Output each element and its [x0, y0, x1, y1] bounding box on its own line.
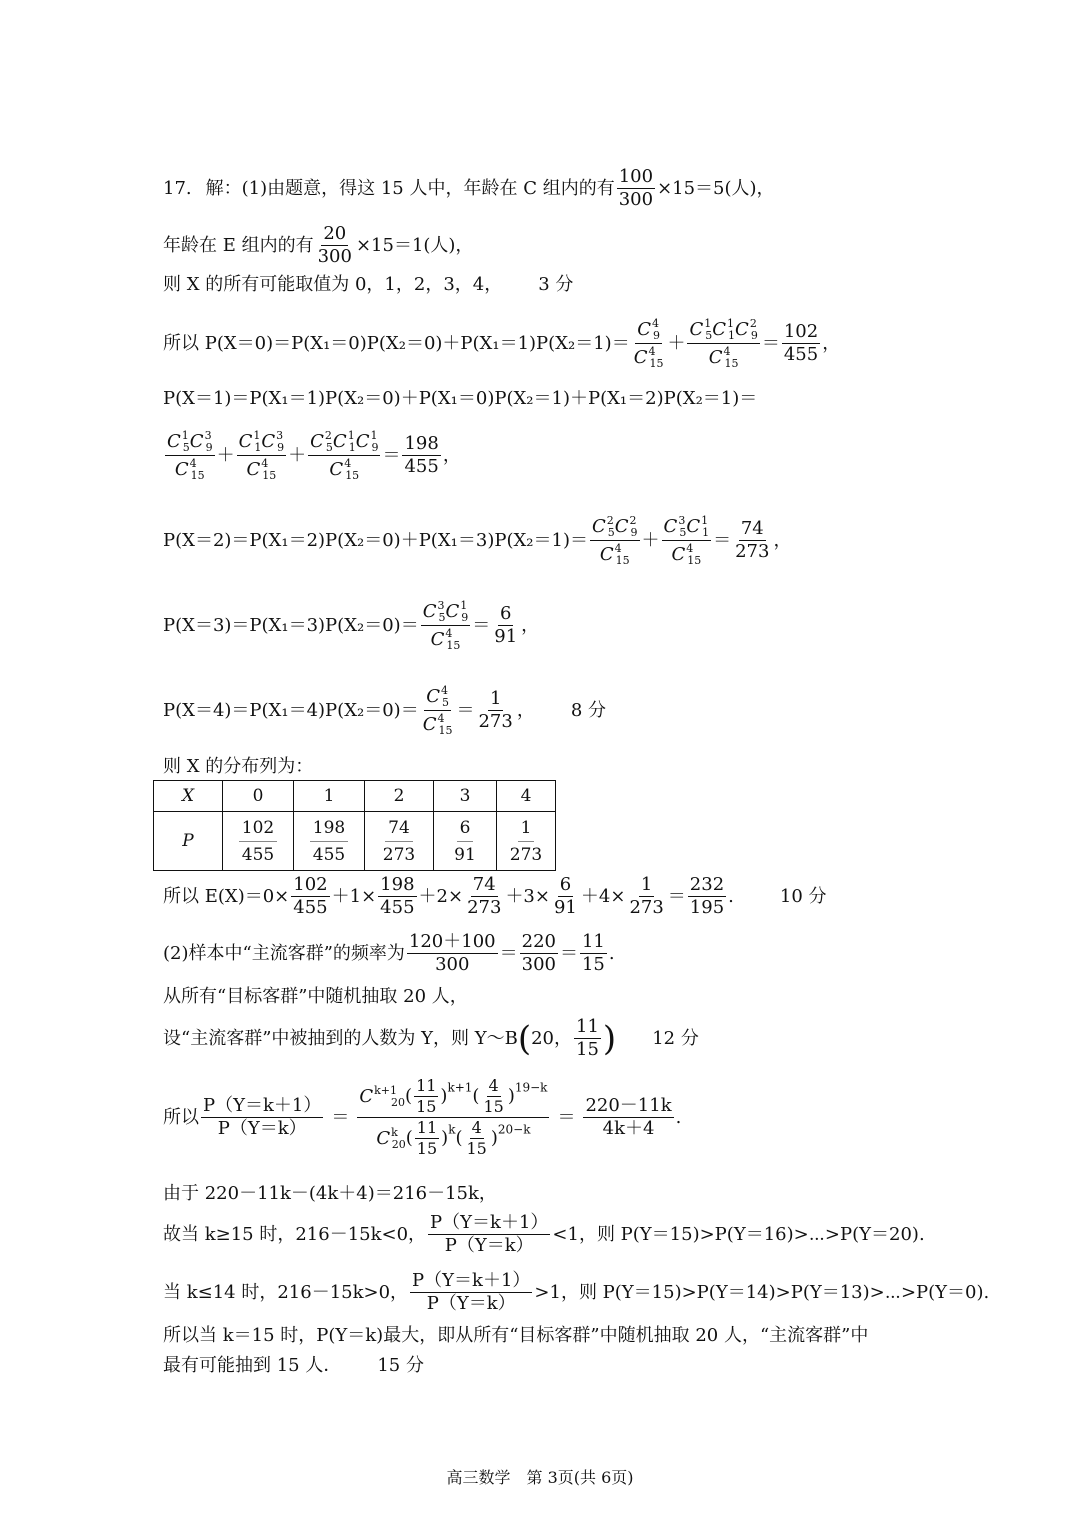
- table-header-p: P: [154, 812, 223, 871]
- line-case-2: 当 k≤14 时，216－15k>0， $\frac{P(Y=k+1)}{P(Y=k)}$ >1，则 P(Y＝15)>P(Y＝14)>P(Y＝13)>⋯>P(Y＝0).: [163, 1270, 990, 1314]
- score-15: 15 分: [377, 1355, 424, 1376]
- line-p1-result: $\frac{C^1_5C^3_9}{C^4_{15}}$ ＋ $\frac{C^1_1C^3_9}{C^4_{15}}$ ＋ $\frac{C^2_5C^1_1C^1_9}{C^4_{15}}$ ＝ $\frac{198}{455}$ ，: [167, 429, 461, 482]
- line-p2: P(X＝2)＝P(X₁＝2)P(X₂＝0)＋P(X₁＝3)P(X₂＝1)＝ $\frac{C^2_5C^2_9}{C^4_{15}}$ ＋ $\frac{C^3_5C^1_1}{C^4_{15}}$ ＝ $\frac{74}{273}$ ，: [163, 514, 792, 567]
- line-p3: P(X＝3)＝P(X₁＝3)P(X₂＝0)＝ $\frac{C^3_5C^1_9}{C^4_{15}}$ ＝ $\frac{6}{91}$ ，: [163, 599, 540, 652]
- line-frequency: (2)样本中“主流客群”的频率为 $\frac{120+100}{300}$ ＝ $\frac{220}{300}$ ＝ $\frac{11}{15}$ .: [163, 931, 615, 975]
- fraction-c: $\frac{100}{300}$: [618, 166, 654, 210]
- score-10: 10 分: [779, 885, 827, 907]
- page-footer: 高三数学 第 3页(共 6页): [446, 1468, 634, 1487]
- ratio-result: $\frac{220-11k}{4k+4}$: [585, 1095, 672, 1139]
- frequency-result: $\frac{11}{15}$: [581, 931, 605, 975]
- line-expectation: 所以 E(X)＝0× $\frac{102}{455}$ ＋1× $\frac{198}{455}$ ＋2× $\frac{74}{273}$ ＋3× $\frac{6}{91}$ ＋4× $\frac{1}{273}$ ＝ $\frac{232}{195}$ . 10 分: [163, 874, 827, 918]
- p2-result: $\frac{74}{273}$: [735, 518, 770, 562]
- line-case-1: 故当 k≥15 时，216－15k<0， $\frac{P(Y=k+1)}{P(Y=k)}$ <1，则 P(Y＝15)>P(Y＝16)>⋯>P(Y＝20).: [163, 1212, 925, 1256]
- line-conclusion-1: 所以当 k＝15 时，P(Y＝k)最大，即从所有“目标客群”中随机抽取 20 人，“主流客群”中: [163, 1325, 869, 1346]
- problem-number: 17.: [163, 177, 192, 199]
- line-e-group: 年龄在 E 组内的有 $\frac{20}{300}$ ×15＝1(人)，: [163, 223, 474, 267]
- p3-result: $\frac{6}{91}$: [494, 603, 518, 647]
- table-header-x: X: [154, 781, 223, 812]
- table-row-p: P $\frac{102}{455}$ $\frac{198}{455}$ $\frac{74}{273}$ $\frac{6}{91}$ $\frac{1}{273}$: [154, 812, 556, 871]
- score-12: 12 分: [652, 1027, 699, 1049]
- table-row-x: X 0 1 2 3 4: [154, 781, 556, 812]
- line-p0: 所以 P(X＝0)＝P(X₁＝0)P(X₂＝0)＋P(X₁＝1)P(X₂＝1)＝ $\frac{C^4_9}{C^4_{15}}$ ＋ $\frac{C^1_5C^1_1C^2_9}{C^4_{15}}$ ＝ $\frac{102}{455}$ ，: [163, 317, 841, 370]
- line-p1: P(X＝1)＝P(X₁＝1)P(X₂＝0)＋P(X₁＝0)P(X₂＝1)＋P(X₁＝2)P(X₂＝1)＝: [163, 388, 758, 409]
- p4-result: $\frac{1}{273}$: [478, 688, 513, 732]
- line-binomial: 设“主流客群”中被抽到的人数为 Y，则 Y～B ( 20， $\frac{11}{15}$ ) 12 分: [163, 1016, 699, 1060]
- line-sample-20: 从所有“目标客群”中随机抽取 20 人，: [163, 986, 468, 1007]
- fraction-e: $\frac{20}{300}$: [317, 223, 352, 267]
- p1-result: $\frac{198}{455}$: [404, 433, 439, 477]
- line-c-group: 17. 解：(1)由题意，得这 15 人中，年龄在 C 组内的有 $\frac{100}{300}$ ×15＝5(人)，: [163, 166, 775, 210]
- p0-result: $\frac{102}{455}$: [783, 321, 819, 365]
- line-dist-intro: 则 X 的分布列为：: [163, 756, 314, 777]
- expectation-result: $\frac{232}{195}$: [689, 874, 725, 918]
- score-3: 3 分: [538, 274, 574, 295]
- score-8: 8 分: [570, 699, 607, 721]
- line-conclusion-2: 最有可能抽到 15 人． 15 分: [163, 1355, 424, 1376]
- distribution-table: [153, 780, 556, 871]
- line-possible-values: 则 X 的所有可能取值为 0，1，2，3，4， 3 分: [163, 274, 574, 295]
- line-since: 由于 220－11k－(4k＋4)＝216－15k，: [163, 1183, 497, 1204]
- line-p4: P(X＝4)＝P(X₁＝4)P(X₂＝0)＝ $\frac{C^4_5}{C^4_{15}}$ ＝ $\frac{1}{273}$ ， 8 分: [163, 684, 607, 737]
- line-ratio: 所以 $\frac{P(Y=k+1)}{P(Y=k)}$ ＝ $C^{k+1}_{20}$( $\frac{11}{15}$ )$^{k+1}$( $\frac{4}{15}$ )$^{19-k}$ $C^k_{20}$( $\frac{11}{15}$ )$^k$( $\frac{4}{15}$ )$^{20-k}$ ＝ $\frac{220-11k}{4k+4}$ .: [163, 1076, 682, 1158]
